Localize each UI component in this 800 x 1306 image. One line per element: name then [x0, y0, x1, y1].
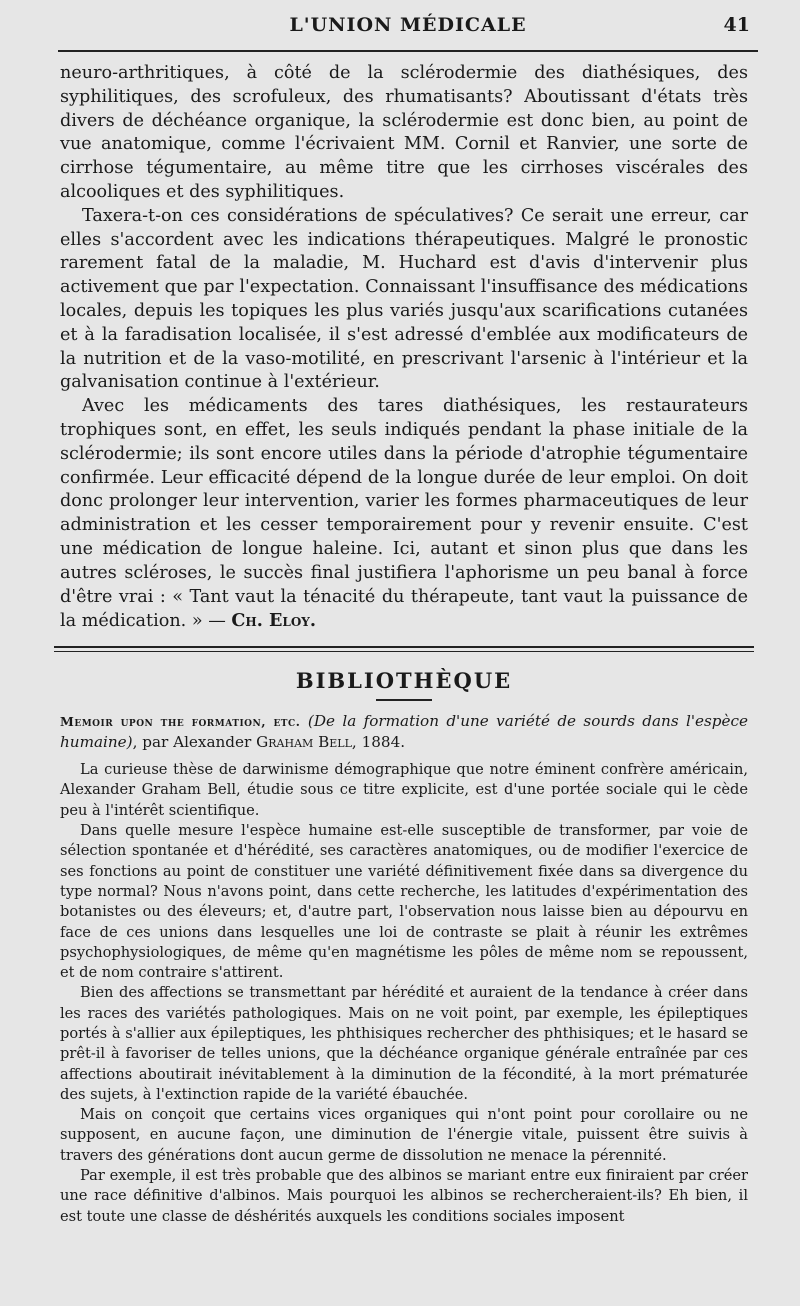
citation-translation: (De la formation d'une variété de sourds dans l'espèce humaine): [60, 712, 748, 752]
review-paragraph-5: Par exemple, il est très probable que des albinos se mariant entre eux finiraient par créer une race définitive d'albinos. Mais pourquoi les albinos se rechercheraient-ils? Eh bien, il est toute une classe de déshérités auxquels les conditions sociales imposent: [60, 1167, 748, 1225]
review-paragraph-1: La curieuse thèse de darwinisme démographique que notre éminent confrère américain, Alexander Graham Bell, étudie sous ce titre explicite, est d'une portée sociale qui le cède peu à l'intérêt scientifique.: [60, 761, 748, 819]
article-paragraph-3-text: Avec les médicaments des tares diathésiques, les restaurateurs trophiques sont, en effet, les seuls indiqués pendant la phase initiale de la sclérodermie; ils sont encore utiles dans la période d'atrophie tégumentaire confirmée. Leur efficacité dépend de la longue durée de leur emploi. On doit donc prolonger leur intervention, varier les formes pharmaceutiques de leur administration et les cesser temporairement pour y revenir ensuite. C'est une médication de longue haleine. Ici, autant et sinon plus que dans les autres scléroses, le succès final justifiera l'aphorisme un peu banal à force d'être vrai : « Tant vaut la ténacité du thérapeute, tant vaut la puissance de la médication. » —: [60, 396, 748, 632]
article-paragraph-2: Taxera-t-on ces considérations de spéculatives? Ce serait une erreur, car elles s'accordent avec les indications thérapeutiques. Malgré le pronostic rarement fatal de la maladie, M. Huchard est d'avis d'intervenir plus activement que par l'expectation. Connaissant l'insuffisance des médications locales, depuis les topiques les plus variés jusqu'aux scarifications cutanées et à la faradisation localisée, il s'est adressé d'emblée aux modificateurs de la nutrition et de la vaso-motilité, en prescrivant l'arsenic à l'intérieur et la galvanisation continue à l'extérieur.: [60, 205, 748, 393]
article-paragraph-1: neuro-arthritiques, à côté de la sclérodermie des diathésiques, des syphilitiques, des scrofuleux, des rhumatisants? Aboutissant d'états très divers de déchéance organique, la sclérodermie est donc bien, au point de vue anatomique, comme l'écrivaient MM. Cornil et Ranvier, une sorte de cirrhose tégumentaire, au même titre que les cirrhoses viscérales des alcooliques et des syphilitiques.: [60, 63, 748, 202]
review-paragraph-3: Bien des affections se transmettant par hérédité et auraient de la tendance à créer dans les races des variétés pathologiques. Mais on ne voit point, par exemple, les épileptiques portés à s'allier aux épileptiques, les phthisiques rechercher des phthisiques; et le hasard se prêt-il à favoriser de telles unions, que la déchéance organique générale entraînée par ces affections aboutirait inévitablement à la diminution de la fécondité, à la mort prématurée des sujets, à l'extinction rapide de la variété ébauchée.: [60, 984, 748, 1103]
article-paragraph-3: [60, 395, 748, 634]
article-conclusion: [60, 62, 748, 634]
article-signature: Ch. Eloy.: [231, 610, 316, 632]
page-header: [58, 0, 758, 52]
review-paragraph-2: Dans quelle mesure l'espèce humaine est-elle susceptible de transformer, par voie de sélection spontanée et d'hérédité, ses caractères anatomiques, ou de modifier l'exercice de ses fonctions au point de constituer une variété définitivement fixée dans sa divergence du type normal? Nous n'avons point, dans cette recherche, les latitudes d'expérimentation des botanistes ou des éleveurs; et, d'autre part, l'observation nous laisse bien au dépourvu en face de ces unions dans lesquelles une loi de contraste se plait à réunir les extrêmes psychophysiologiques, de même qu'en magnétisme les pôles de même nom se repoussent, et de nom contraire s'attirent.: [60, 822, 748, 982]
book-citation: [60, 711, 748, 752]
section-divider: [54, 646, 754, 652]
book-review: [60, 760, 748, 1227]
title-underline: [376, 699, 432, 701]
running-title: L'UNION MÉDICALE: [289, 14, 527, 36]
section-title: BIBLIOTHÈQUE: [295, 668, 513, 694]
citation-author: Graham Bell: [256, 733, 352, 752]
page-number: 41: [723, 14, 750, 36]
citation-by: , par Alexander: [132, 733, 252, 752]
review-paragraph-4: Mais on conçoit que certains vices organiques qui n'ont point pour corollaire ou ne supposent, en aucune façon, une diminution de l'énergie vitale, puissent être suivis à travers des générations dont aucun germe de dissolution ne menace la pérennité.: [60, 1106, 748, 1164]
citation-title: Memoir upon the formation, etc.: [60, 714, 301, 730]
citation-year: , 1884.: [351, 733, 406, 752]
